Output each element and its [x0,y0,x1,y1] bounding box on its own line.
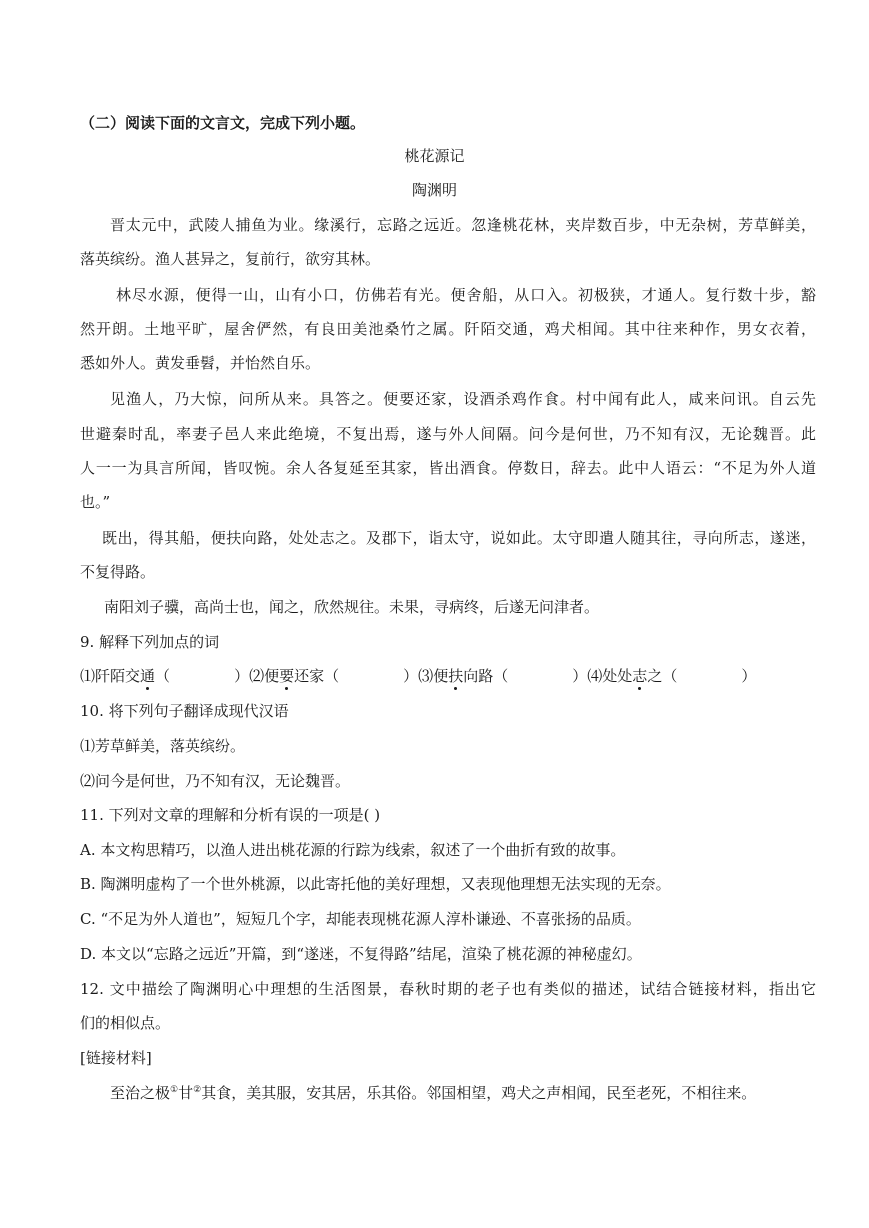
passage-p4-line1: 既出，得其船，便扶向路，处处志之。及郡下，诣太守，说如此。太守即遣人随其往，寻向所志，遂迷， [102,529,816,547]
question-11-option-b: B. 陶渊明虚构了一个世外桃源，以此寄托他的美好理想，又表现他理想无法实现的无奈。 [80,875,671,893]
question-10-sentence-2: ⑵问今是何世，乃不知有汉，无论魏晋。 [80,772,351,790]
passage-p3-line4: 也。” [80,493,111,511]
footnote-marker: ① [170,1085,179,1095]
emphasis-dot-char: 要 [279,667,295,685]
question-11-stem: 11. 下列对文章的理解和分析有误的一项是( ) [80,806,381,824]
question-10-sentence-1: ⑴芳草鲜美，落英缤纷。 [80,737,246,755]
question-9-items [80,666,756,686]
question-9-stem: 9. 解释下列加点的词 [80,633,220,651]
emphasis-dot-char: 志 [632,667,648,685]
q9-item-4: ⑷处处志之（ ） [587,667,757,685]
passage-title: 桃花源记 [404,147,465,165]
question-12-stem-line2: 们的相似点。 [80,1014,171,1032]
footnote-marker: ② [193,1085,202,1095]
passage-p2-line2: 然开朗。土地平旷，屋舍俨然，有良田美池桑竹之属。阡陌交通，鸡犬相闻。其中往来种作，男女衣着， [80,320,816,338]
link-material-label: [链接材料] [80,1049,152,1067]
question-12-stem-line1: 12. 文中描绘了陶渊明心中理想的生活图景，春秋时期的老子也有类似的描述，试结合链接材料，指出它 [80,980,816,998]
q9-item-2: ⑵便要还家（ ） [249,667,419,685]
passage-p5-line1: 南阳刘子骥，高尚士也，闻之，欣然规往。未果，寻病终，后遂无问津者。 [104,598,600,616]
passage-p2-line1: 林尽水源，便得一山，山有小口，仿佛若有光。便舍船，从口入。初极狭，才通人。复行数十步，豁 [116,286,816,304]
passage-p4-line2: 不复得路。 [80,563,156,581]
passage-p3-line1: 见渔人，乃大惊，问所从来。具答之。便要还家，设酒杀鸡作食。村中闻有此人，咸来问讯。自云先 [110,390,816,408]
question-10-stem: 10. 将下列句子翻译成现代汉语 [80,702,289,720]
passage-author: 陶渊明 [411,181,457,199]
passage-p2-line3: 悉如外人。黄发垂髫，并怡然自乐。 [80,354,321,372]
question-11-option-a: A. 本文构思精巧，以渔人进出桃花源的行踪为线索，叙述了一个曲折有致的故事。 [80,841,626,859]
emphasis-dot-char: 扶 [448,667,464,685]
link-material-text: 至治之极①甘②其食，美其服，安其居，乐其俗。邻国相望，鸡犬之声相闻，民至老死，不相往来。 [110,1084,757,1102]
question-11-option-c: C. “不足为外人道也”，短短几个字，却能表现桃花源人淳朴谦逊、不喜张扬的品质。 [80,910,641,928]
passage-p1-line1: 晋太元中，武陵人捕鱼为业。缘溪行，忘路之远近。忽逢桃花林，夹岸数百步，中无杂树，芳草鲜美， [110,216,816,234]
passage-p3-line3: 人一一为具言所闻，皆叹惋。余人各复延至其家，皆出酒食。停数日，辞去。此中人语云：“不足为外人道 [80,459,816,477]
question-11-option-d: D. 本文以“忘路之远近”开篇，到“遂迷，不复得路”结尾，渲染了桃花源的神秘虚幻。 [80,945,642,963]
passage-p3-line2: 世避秦时乱，率妻子邑人来此绝境，不复出焉，遂与外人间隔。问今是何世，乃不知有汉，无论魏晋。此 [80,425,816,443]
emphasis-dot-char: 通 [140,667,156,685]
passage-p1-line2: 落英缤纷。渔人甚异之，复前行，欲穷其林。 [80,250,381,268]
section-heading: （二）阅读下面的文言文，完成下列小题。 [80,114,366,132]
q9-item-3: ⑶便扶向路（ ） [418,667,588,685]
q9-item-1: ⑴阡陌交通（ ） [80,667,250,685]
